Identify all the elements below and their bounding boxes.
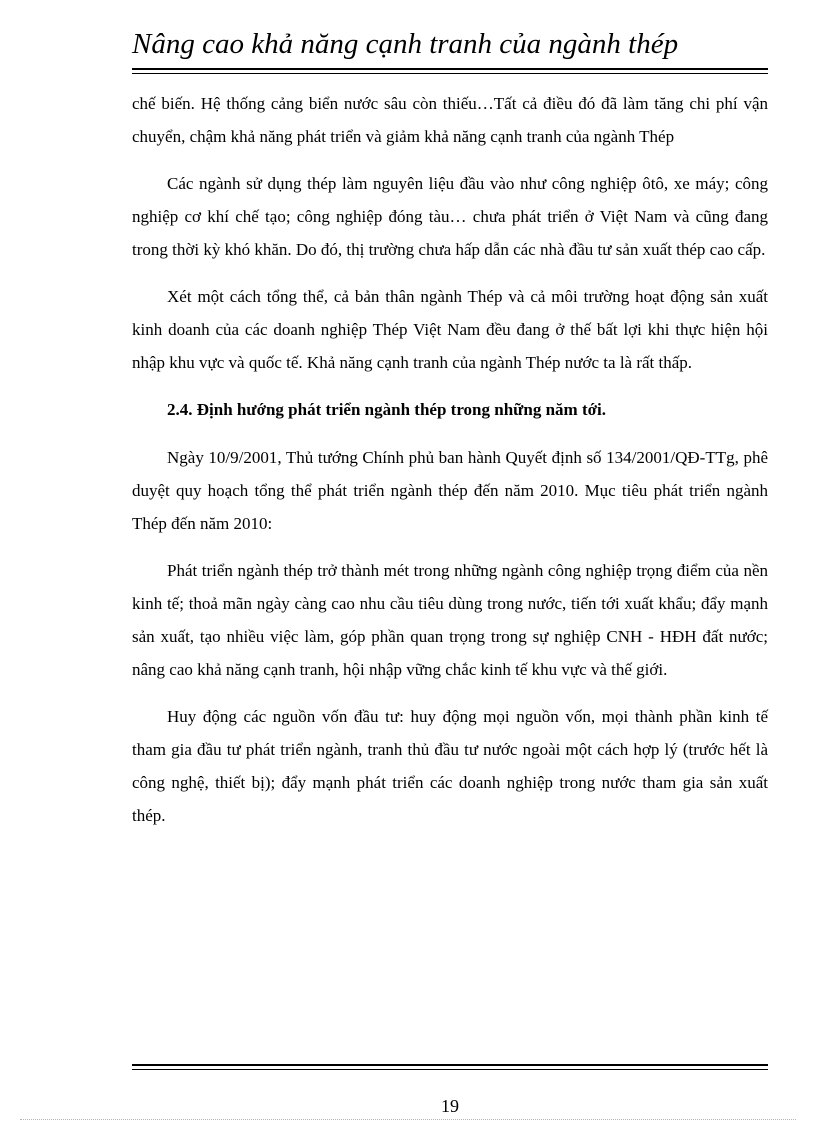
paragraph-development-goal: Phát triển ngành thép trở thành mét trong những ngành công nghiệp trọng điểm của nền kinh tế; thoả mãn ngày càng cao nhu cầu tiêu dùng trong nước, tiến tới xuất khẩu; đẩy mạnh sản xuất, tạo nhiều việc làm, góp phần quan trọng trong sự nghiệp CNH - HĐH đất nước; nâng cao khả năng cạnh tranh, hội nhập vững chắc kinh tế khu vực và thế giới.: [132, 561, 768, 679]
page-number: 19: [441, 1096, 459, 1116]
paragraph-overall-assessment: Xét một cách tổng thể, cả bản thân ngành Thép và cả môi trường hoạt động sản xuất kinh doanh của các doanh nghiệp Thép Việt Nam đều đang ở thế bất lợi khi thực hiện hội nhập khu vực và quốc tế. Khả năng cạnh tranh của ngành Thép nước ta là rất thấp.: [132, 287, 768, 372]
page-edge-dotted-line: [20, 1119, 796, 1120]
section-heading: 2.4. Định hướng phát triển ngành thép trong những năm tới.: [167, 400, 606, 419]
paragraph-investment: Huy động các nguồn vốn đầu tư: huy động mọi nguồn vốn, mọi thành phần kinh tế tham gia đầu tư phát triển ngành, tranh thủ đầu tư nước ngoài một cách hợp lý (trước hết là công nghệ, thiết bị); đẩy mạnh phát triển các doanh nghiệp trong nước tham gia sản xuất thép.: [132, 707, 768, 825]
paragraph-steel-consumers: Các ngành sử dụng thép làm nguyên liệu đầu vào như công nghiệp ôtô, xe máy; công nghiệp cơ khí chế tạo; công nghiệp đóng tàu… chưa phát triển ở Việt Nam và cũng đang trong thời kỳ khó khăn. Do đó, thị trường chưa hấp dẫn các nhà đầu tư sản xuất thép cao cấp.: [132, 174, 768, 259]
paragraph-continued: chế biến. Hệ thống cảng biển nước sâu còn thiếu…Tất cả điều đó đã làm tăng chi phí vận chuyển, chậm khả năng phát triển và giảm khả năng cạnh tranh của ngành Thép: [132, 94, 768, 146]
header-divider: [132, 68, 768, 74]
paragraph-decision: Ngày 10/9/2001, Thủ tướng Chính phủ ban hành Quyết định số 134/2001/QĐ-TTg, phê duyệt quy hoạch tổng thể phát triển ngành thép đến năm 2010. Mục tiêu phát triển ngành Thép đến năm 2010:: [132, 448, 768, 533]
page-title: Nâng cao khả năng cạnh tranh của ngành thép: [132, 28, 679, 60]
footer-divider: [132, 1064, 768, 1070]
document-body: [132, 87, 768, 846]
